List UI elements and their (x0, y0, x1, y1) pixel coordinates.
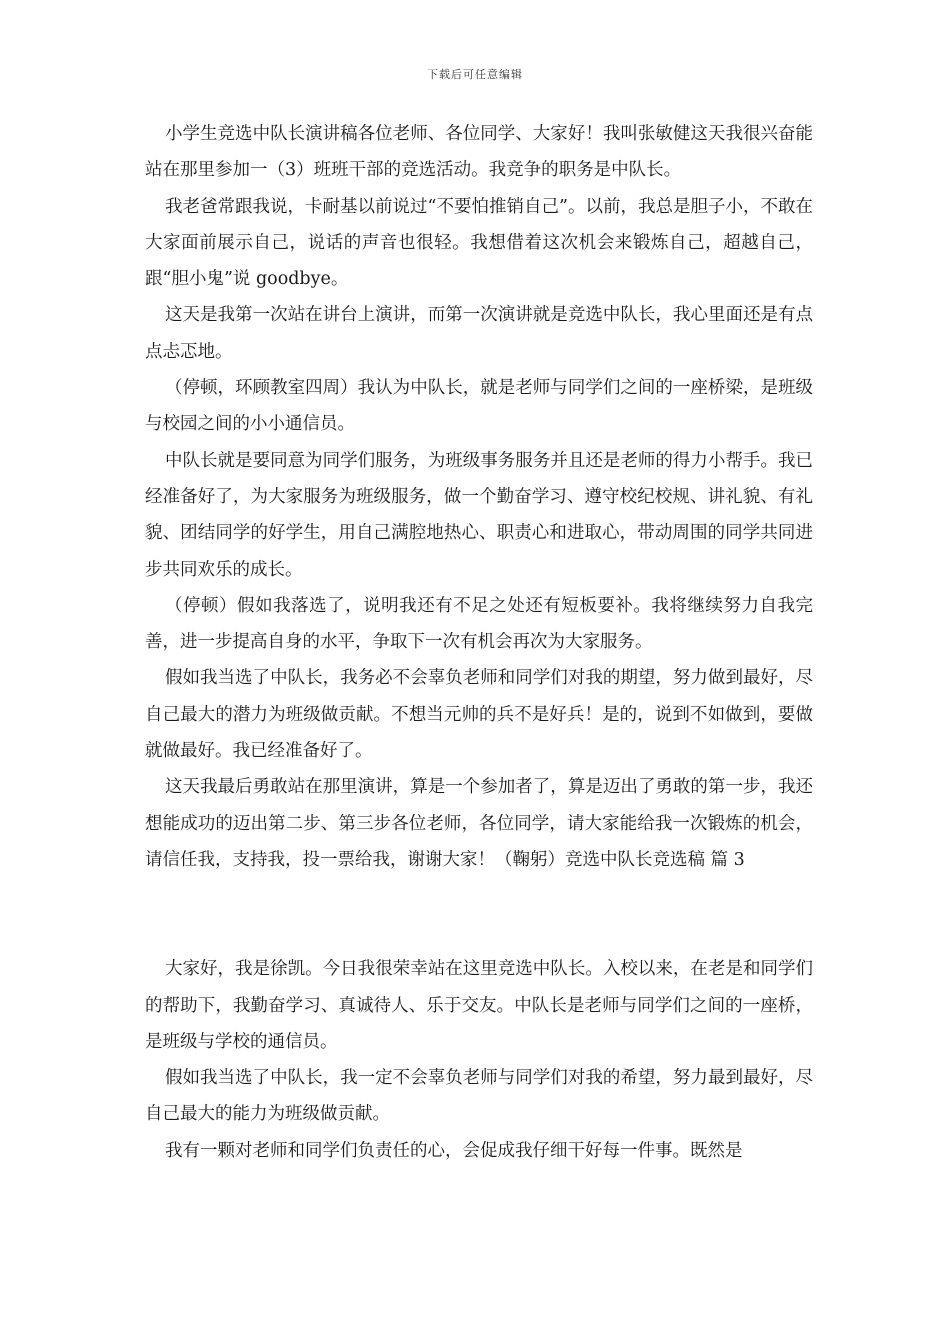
speech-section-2 (145, 951, 813, 1169)
page-header: 下载后可任意编辑 (427, 68, 523, 81)
paragraph: 这天是我第一次站在讲台上演讲，而第一次演讲就是竞选中队长，我心里面还是有点点忐忑地。 (145, 305, 813, 362)
paragraph: 小学生竞选中队长演讲稿各位老师、各位同学、大家好！我叫张敏健这天我很兴奋能站在那里参加一（3）班班干部的竞选活动。我竞争的职务是中队长。 (145, 124, 813, 181)
paragraph: 大家好，我是徐凯。今日我很荣幸站在这里竞选中队长。入校以来，在老是和同学们的帮助下，我勤奋学习、真诚待人、乐于交友。中队长是老师与同学们之间的一座桥，是班级与学校的通信员。 (145, 959, 813, 1052)
paragraph: 我有一颗对老师和同学们负责任的心，会促成我仔细干好每一件事。既然是 (165, 1140, 743, 1161)
paragraph: （停顿，环顾教室四周）我认为中队长，就是老师与同学们之间的一座桥梁，是班级与校园之间的小小通信员。 (145, 378, 813, 435)
paragraph: 中队长就是要同意为同学们服务，为班级事务服务并且还是老师的得力小帮手。我已经准备好了，为大家服务为班级服务，做一个勤奋学习、遵守校纪校规、讲礼貌、有礼貌、团结同学的好学生，用自己满腔地热心、职责心和进取心，带动周围的同学共同进步共同欢乐的成长。 (145, 450, 813, 580)
paragraph: 我老爸常跟我说，卡耐基以前说过“不要怕推销自己”。以前，我总是胆子小，不敢在大家面前展示自己，说话的声音也很轻。我想借着这次机会来锻炼自己，超越自己，跟“胆小鬼”说 goodbye。 (145, 196, 813, 290)
document-body (145, 116, 813, 1169)
section-gap (145, 878, 813, 951)
speech-section-1 (145, 116, 813, 878)
paragraph: 假如我当选了中队长，我一定不会辜负老师与同学们对我的希望，努力最到最好，尽自己最大的能力为班级做贡献。 (145, 1068, 813, 1125)
paragraph: 这天我最后勇敢站在那里演讲，算是一个参加者了，算是迈出了勇敢的第一步，我还想能成功的迈出第二步、第三步各位老师，各位同学，请大家能给我一次锻炼的机会，请信任我，支持我，投一票给我，谢谢大家！（鞠躬）竞选中队长竞选稿 篇 3 (145, 777, 813, 870)
paragraph: 假如我当选了中队长，我务必不会辜负老师和同学们对我的期望，努力做到最好，尽自己最大的潜力为班级做贡献。不想当元帅的兵不是好兵！是的，说到不如做到，要做就做最好。我已经准备好了。 (145, 668, 813, 762)
paragraph: （停顿）假如我落选了，说明我还有不足之处还有短板要补。我将继续努力自我完善，进一步提高自身的水平，争取下一次有机会再次为大家服务。 (145, 595, 813, 653)
